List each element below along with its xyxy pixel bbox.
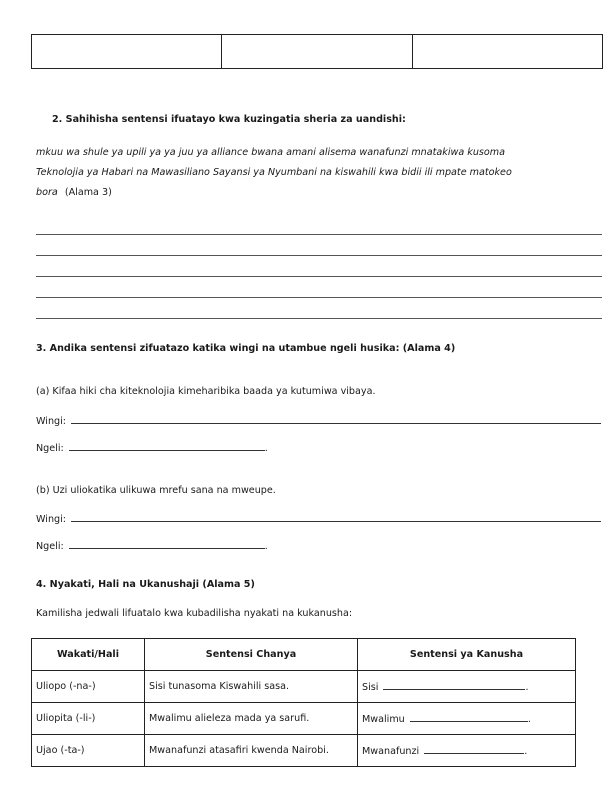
negative-blank[interactable] xyxy=(383,680,525,690)
q3-b-ngeli-period: . xyxy=(264,541,268,552)
q3-a-wingi-label: Wingi: xyxy=(36,416,67,427)
tense-cell: Ujao (-ta-) xyxy=(32,735,145,767)
q2-answer-line-2[interactable] xyxy=(36,255,602,256)
positive-sentence-cell: Mwanafunzi atasafiri kwenda Nairobi. xyxy=(145,735,358,767)
q3-b-ngeli-blank[interactable] xyxy=(69,539,265,549)
negative-period: . xyxy=(527,714,531,725)
q2-answer-line-3[interactable] xyxy=(36,276,602,277)
top-empty-table xyxy=(31,34,603,69)
q2-sentence-line-1: mkuu wa shule ya upili ya ya juu ya alliance bwana amani alisema wanafunzi mnatakiwa kusoma xyxy=(36,147,505,158)
negative-start: Sisi xyxy=(362,682,379,693)
negative-period: . xyxy=(524,746,528,757)
q2-answer-line-5[interactable] xyxy=(36,318,602,319)
q2-sentence-line-3 xyxy=(36,187,112,199)
negative-sentence-cell xyxy=(358,735,576,767)
tense-cell: Uliopita (-li-) xyxy=(32,703,145,735)
tense-table-header-row xyxy=(32,639,576,671)
q4-instruction: Kamilisha jedwali lifuatalo kwa kubadilisha nyakati na kukanusha: xyxy=(36,608,353,619)
negative-blank[interactable] xyxy=(410,712,528,722)
q2-heading: 2. Sahihisha sentensi ifuatayo kwa kuzingatia sheria za uandishi: xyxy=(52,114,406,125)
q3-a-ngeli-label: Ngeli: xyxy=(36,443,64,454)
q3-b-sentence: (b) Uzi uliokatika ulikuwa mrefu sana na mweupe. xyxy=(36,485,276,496)
table-row xyxy=(32,703,576,735)
q3-a-ngeli-period: . xyxy=(264,443,268,454)
q2-sentence-line-2: Teknolojia ya Habari na Mawasiliano Sayansi ya Nyumbani na kiswahili kwa bidii ili mpate matokeo xyxy=(36,167,512,178)
q3-b-ngeli-label: Ngeli: xyxy=(36,541,64,552)
negative-start: Mwalimu xyxy=(362,714,405,725)
table-row xyxy=(32,671,576,703)
q3-b-wingi-blank[interactable] xyxy=(71,512,601,522)
positive-sentence-cell: Sisi tunasoma Kiswahili sasa. xyxy=(145,671,358,703)
q3-a-sentence: (a) Kifaa hiki cha kiteknolojia kimeharibika baada ya kutumiwa vibaya. xyxy=(36,386,376,397)
top-table-cell-3 xyxy=(412,35,602,69)
q2-sentence-end: bora xyxy=(36,187,58,198)
q3-a-wingi-row xyxy=(36,414,601,428)
header-tense: Wakati/Hali xyxy=(32,639,145,671)
negative-sentence-cell xyxy=(358,671,576,703)
header-negative: Sentensi ya Kanusha xyxy=(358,639,576,671)
header-positive: Sentensi Chanya xyxy=(145,639,358,671)
negative-blank[interactable] xyxy=(424,744,524,754)
tense-table xyxy=(31,638,576,767)
q3-a-ngeli-row xyxy=(36,441,268,455)
q4-heading: 4. Nyakati, Hali na Ukanushaji (Alama 5) xyxy=(36,579,255,590)
positive-sentence-cell: Mwalimu alieleza mada ya sarufi. xyxy=(145,703,358,735)
top-table-cell-2 xyxy=(222,35,412,69)
q3-b-wingi-row xyxy=(36,512,601,526)
q3-heading: 3. Andika sentensi zifuatazo katika wingi na utambue ngeli husika: (Alama 4) xyxy=(36,343,456,354)
q3-a-wingi-blank[interactable] xyxy=(71,414,601,424)
top-table-cell-1 xyxy=(32,35,222,69)
q3-a-ngeli-blank[interactable] xyxy=(69,441,265,451)
q2-answer-line-1[interactable] xyxy=(36,234,602,235)
q3-b-ngeli-row xyxy=(36,539,268,553)
negative-start: Mwanafunzi xyxy=(362,746,420,757)
q2-marks: (Alama 3) xyxy=(64,187,112,198)
negative-period: . xyxy=(525,682,529,693)
q2-answer-line-4[interactable] xyxy=(36,297,602,298)
table-row xyxy=(32,735,576,767)
tense-cell: Uliopo (-na-) xyxy=(32,671,145,703)
q3-b-wingi-label: Wingi: xyxy=(36,514,67,525)
negative-sentence-cell xyxy=(358,703,576,735)
